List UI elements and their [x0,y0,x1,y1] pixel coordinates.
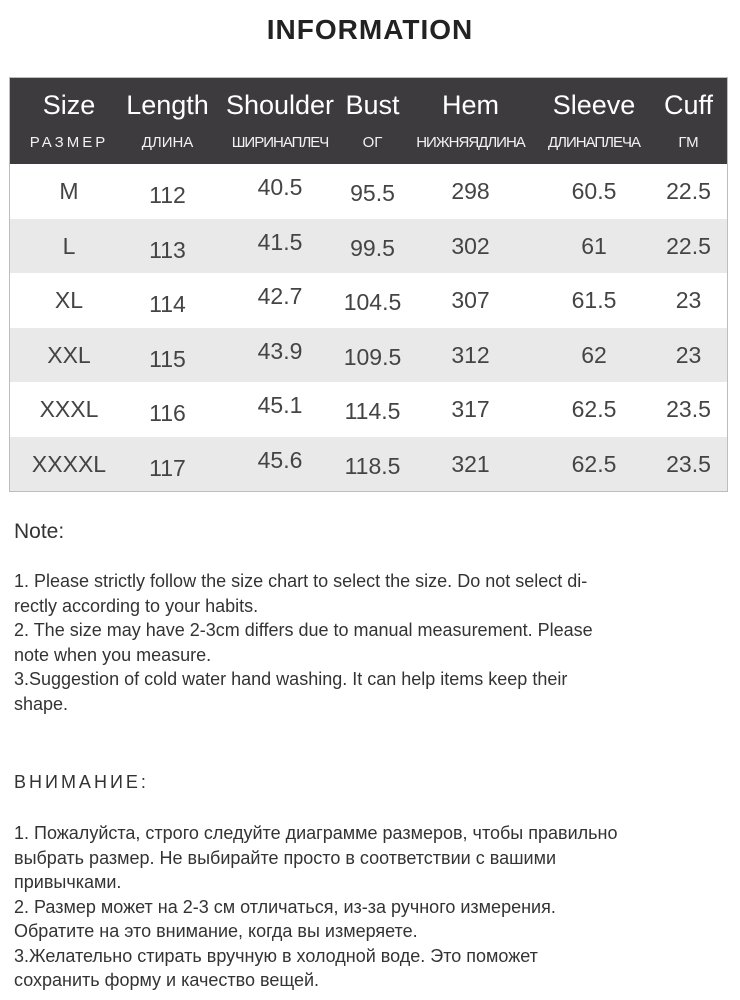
cell-shoulder: 45.6 [257,446,303,473]
cell-length: 112 [149,182,186,208]
header-hem-ru: НИЖНЯЯДЛИНА [416,134,525,151]
note-line: rectly according to your habits. [14,595,259,616]
header-cuff-en: Cuff [663,90,714,120]
cell-shoulder: 45.1 [257,392,303,418]
header-bust-en: Bust [345,90,400,120]
cell-bust: 99.5 [350,234,395,261]
header-sleeve-en: Sleeve [552,90,636,120]
ru-note-line: Обратите на это внимание, когда вы измеряете. [14,921,418,941]
header-hem [408,78,533,164]
cell-cuff: 23 [675,287,702,313]
header-size-en: Size [42,90,96,120]
cell-cuff: 22.5 [666,178,711,204]
cell-sleeve: 60.5 [571,178,617,204]
cell-length: 115 [149,345,186,372]
cell-size: XXXXL [31,450,107,477]
ru-note-line: выбрать размер. Не выбирайте просто в соответствии с вашими [14,847,557,868]
table-row [10,219,727,274]
header-hem-en: Hem [441,90,499,120]
note-line: 2. The size may have 2-3cm differs due to manual measurement. Please [14,620,593,640]
ru-note-line: привычками. [14,872,122,892]
ru-note-line: 1. Пожалуйста, строго следуйте диаграмме размеров, чтобы правильно [14,823,618,843]
header-length-ru: ДЛИНА [141,134,194,151]
cell-bust: 118.5 [344,452,401,479]
header-sleeve [538,78,650,164]
cell-hem: 317 [451,396,490,422]
cell-shoulder: 41.5 [257,228,303,255]
cell-sleeve: 62.5 [571,396,617,422]
cell-bust: 114.5 [344,398,401,424]
cell-cuff: 23.5 [666,396,711,422]
header-bust [335,78,410,164]
cell-size: L [62,232,76,259]
ru-note-line: 2. Размер может на 2-3 см отличаться, из-за ручного измерения. [14,896,556,917]
page-title: INFORMATION [266,14,474,45]
table-row [10,273,727,328]
header-size-ru: РАЗМЕР [29,134,109,151]
note-line: note when you measure. [14,644,212,665]
table-row [10,437,727,492]
ru-note-line: сохранить форму и качество вещей. [14,970,320,990]
header-shoulder-en: Shoulder [225,90,335,120]
table-row [10,328,727,383]
cell-sleeve: 62.5 [571,450,617,477]
header-bust-ru: ОГ [362,134,383,151]
cell-hem: 307 [451,287,490,313]
table-row [10,164,727,219]
ru-note-title: ВНИМАНИЕ: [14,772,149,792]
header-cuff-ru: ГМ [678,134,699,151]
cell-hem: 321 [451,450,490,477]
cell-size: XXXL [39,396,99,422]
cell-sleeve: 62 [581,341,607,368]
cell-size: XXL [47,341,91,368]
cell-sleeve: 61.5 [571,287,617,313]
cell-shoulder: 40.5 [257,174,303,200]
cell-sleeve: 61 [581,232,607,259]
cell-size: M [59,178,79,204]
note-title: Note: [14,520,65,543]
cell-hem: 298 [451,178,490,204]
cell-hem: 302 [451,232,490,259]
note-body [14,569,714,716]
header-length [120,78,215,164]
header-length-en: Length [126,90,209,120]
cell-length: 117 [149,454,186,481]
header-shoulder [220,78,340,164]
table-row [10,382,727,437]
cell-bust: 95.5 [350,180,395,206]
header-shoulder-ru: ШИРИНАПЛЕЧ [231,134,329,151]
header-size [10,78,128,164]
header-sleeve-ru: ДЛИНАПЛЕЧА [547,134,641,151]
cell-hem: 312 [451,341,490,368]
cell-bust: 104.5 [343,289,402,315]
cell-bust: 109.5 [343,343,402,370]
note-line: 1. Please strictly follow the size chart to select the size. Do not select di- [14,571,588,591]
cell-shoulder: 43.9 [257,337,303,364]
cell-cuff: 22.5 [666,232,711,259]
size-table [9,77,728,492]
ru-note-line: 3.Желательно стирать вручную в холодной воде. Это поможет [14,945,538,966]
cell-shoulder: 42.7 [257,283,303,309]
cell-length: 113 [149,236,186,263]
cell-cuff: 23 [675,341,702,368]
note-line: shape. [14,693,69,714]
header-cuff [650,78,727,164]
cell-size: XL [54,287,84,313]
table-header [10,78,727,164]
cell-cuff: 23.5 [666,450,711,477]
cell-length: 116 [149,400,186,426]
ru-note-body [14,821,714,993]
note-line: 3.Suggestion of cold water hand washing. It can help items keep their [14,669,568,689]
cell-length: 114 [149,291,186,317]
